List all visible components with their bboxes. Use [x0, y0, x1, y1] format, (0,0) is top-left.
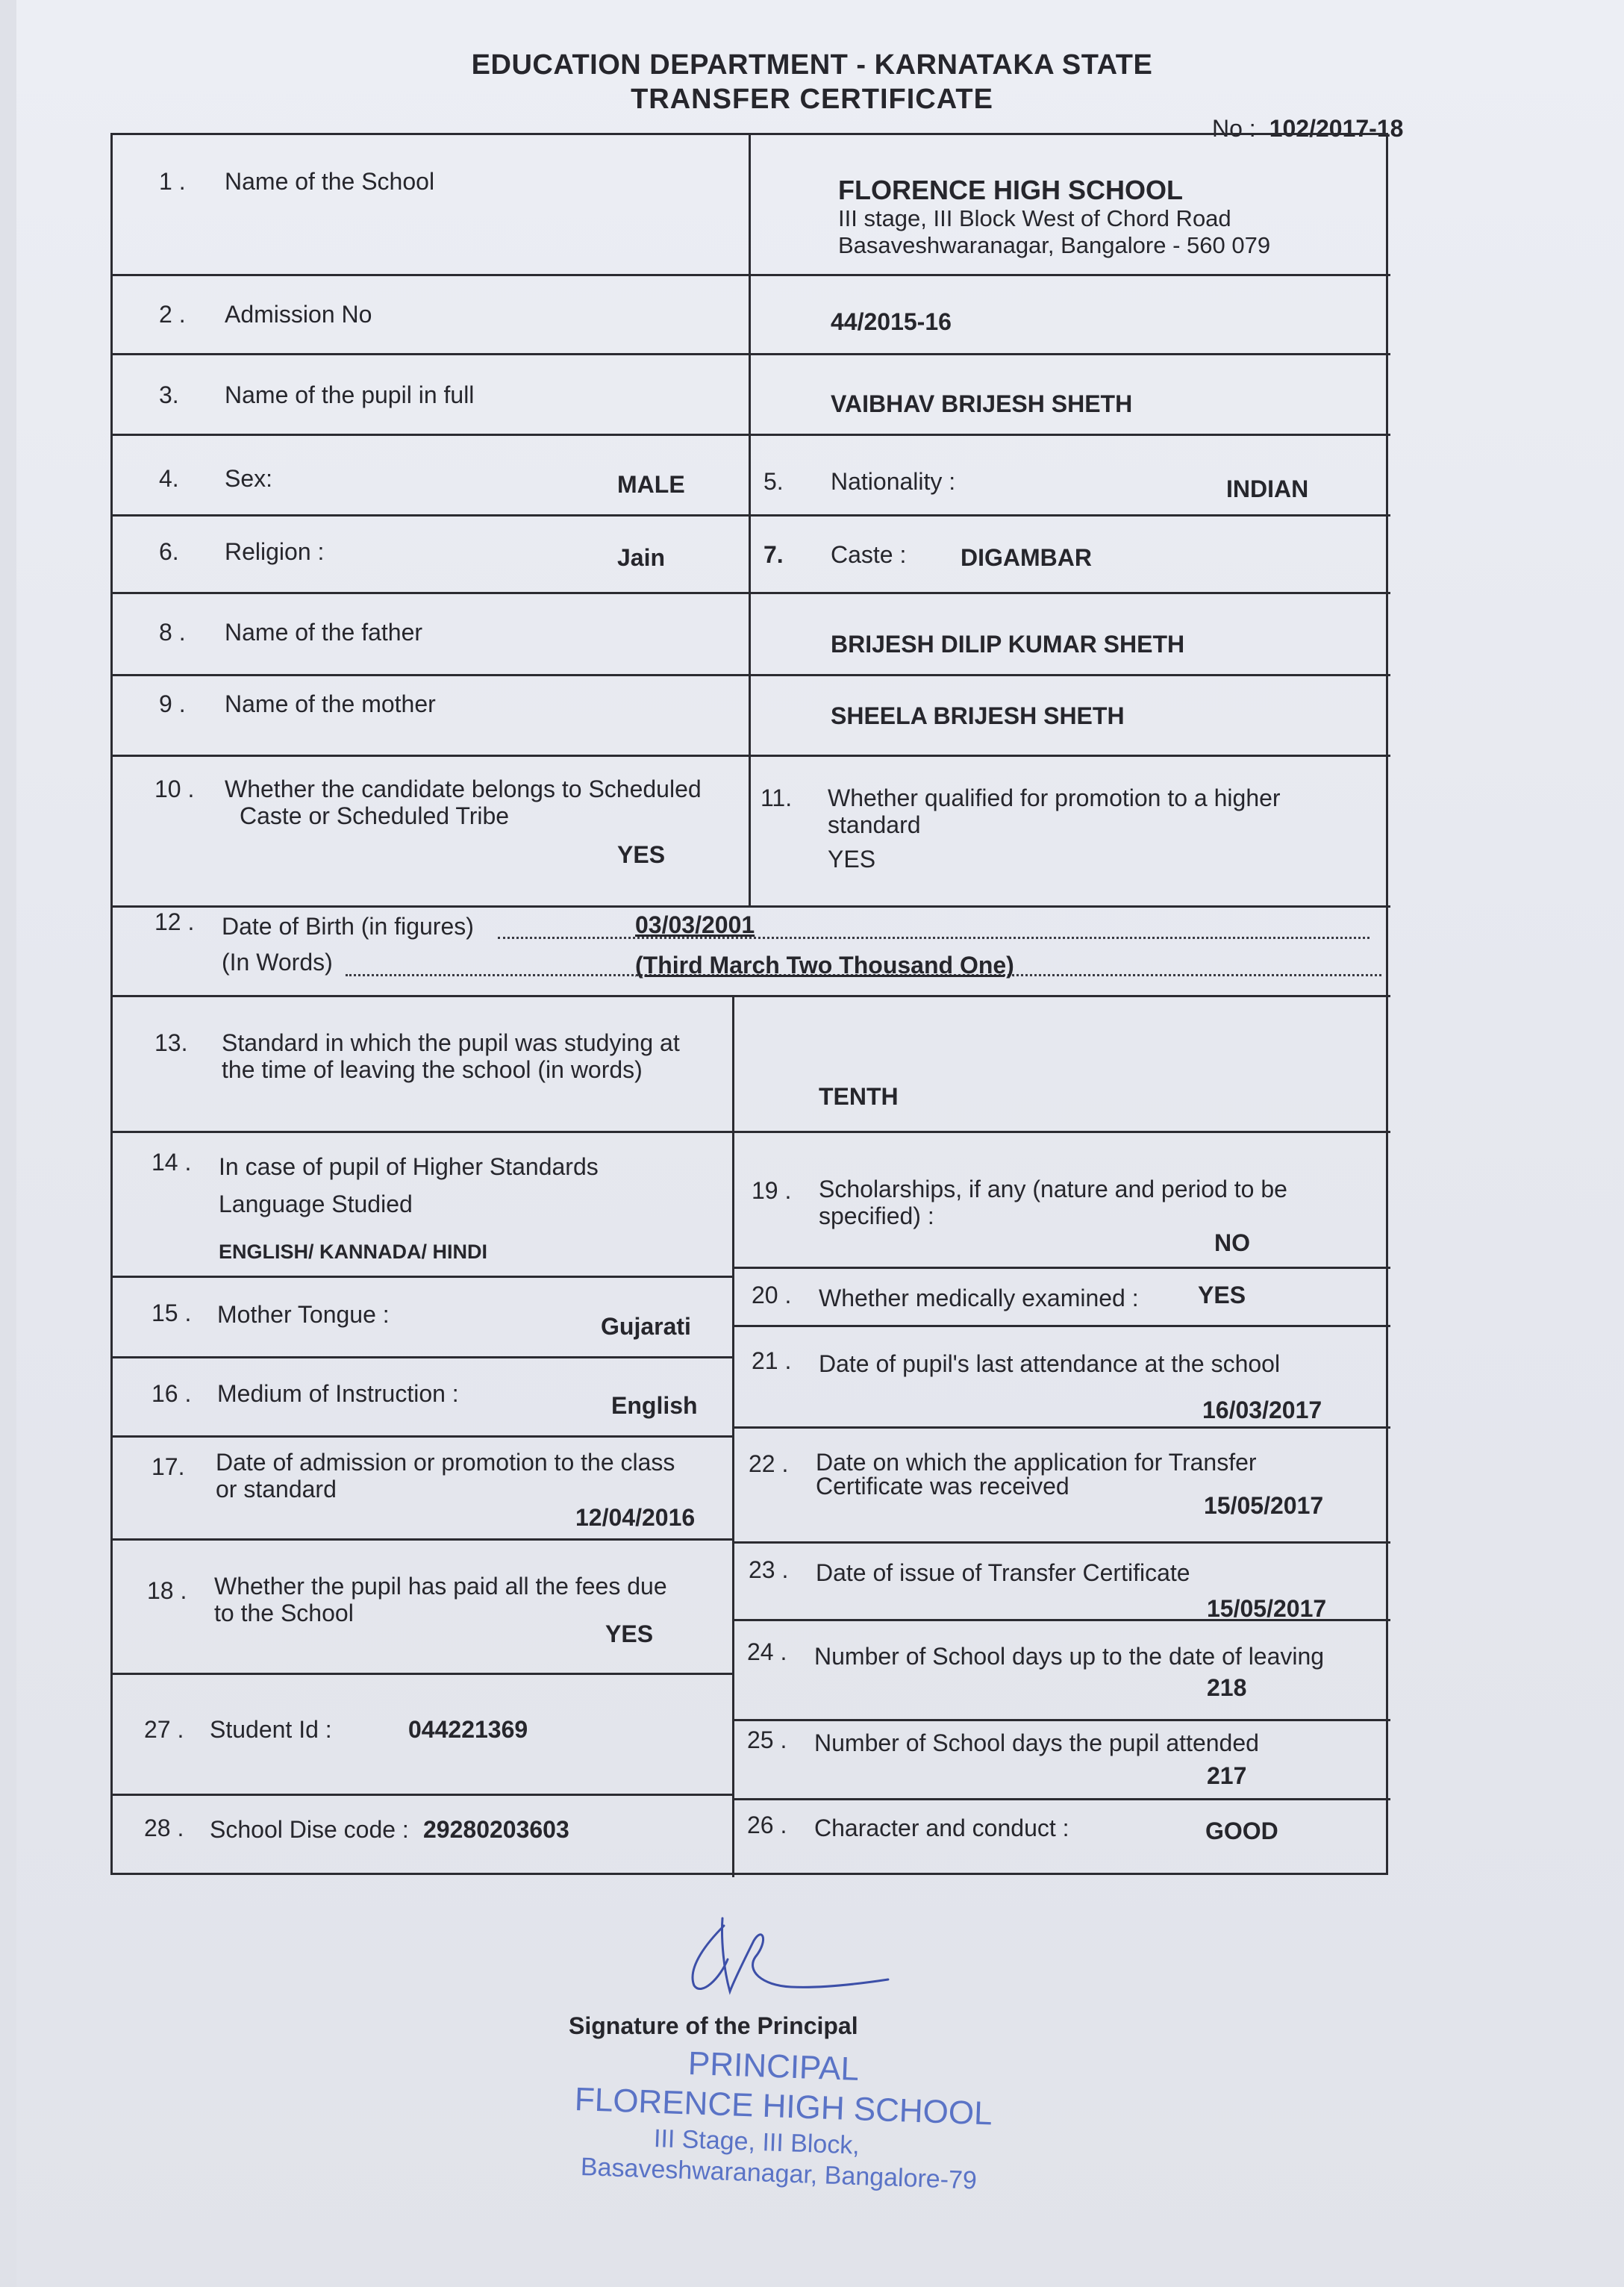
row-divider	[113, 755, 1390, 757]
field-label: Certificate was received	[816, 1473, 1069, 1500]
school-address-line2: Basaveshwaranagar, Bangalore - 560 079	[838, 232, 1271, 258]
left-row-divider	[113, 1435, 732, 1438]
field-label: Date on which the application for Transfer	[816, 1449, 1257, 1476]
dob-words-value: (Third March Two Thousand One)	[635, 952, 1014, 979]
field-label: Caste :	[831, 541, 907, 568]
application-date-value: 15/05/2017	[1204, 1492, 1324, 1519]
left-row-divider	[113, 1276, 732, 1278]
row-divider	[113, 1131, 1390, 1133]
field-number: 26 .	[747, 1812, 787, 1838]
scholarship-value: NO	[1214, 1229, 1250, 1256]
field-number: 21 .	[752, 1347, 792, 1374]
student-id-value: 044221369	[408, 1716, 528, 1743]
left-row-divider	[113, 1538, 732, 1541]
right-row-divider	[732, 1719, 1390, 1721]
row-divider	[113, 995, 1390, 997]
stamp-line: III Stage, III Block,	[653, 2124, 861, 2160]
field-number: 1 .	[159, 168, 186, 195]
field-number: 5.	[763, 468, 784, 495]
field-label: the time of leaving the school (in words)	[222, 1056, 643, 1083]
field-label: to the School	[214, 1600, 354, 1626]
promotion-value: YES	[828, 846, 876, 873]
language-value: ENGLISH/ KANNADA/ HINDI	[219, 1241, 488, 1263]
religion-value: Jain	[617, 544, 666, 571]
nationality-value: INDIAN	[1226, 475, 1309, 502]
certificate-form-table	[110, 133, 1388, 1875]
field-label: Date of issue of Transfer Certificate	[816, 1559, 1190, 1586]
field-label: Whether the candidate belongs to Scheduled	[225, 776, 702, 802]
certificate-number-label: No :	[1212, 115, 1256, 142]
right-row-divider	[732, 1325, 1390, 1327]
field-number: 17.	[152, 1453, 185, 1480]
field-label: Number of School days up to the date of leaving	[814, 1643, 1325, 1670]
field-number: 6.	[159, 538, 179, 565]
dotted-leader	[498, 937, 1370, 939]
days-attended-value: 217	[1207, 1762, 1247, 1789]
right-row-divider	[732, 1541, 1390, 1544]
column-divider-bottom	[732, 995, 734, 1877]
row-divider	[113, 353, 1390, 355]
field-label: Standard in which the pupil was studying at	[222, 1029, 680, 1056]
field-number: 9 .	[159, 690, 186, 717]
field-label: Date of admission or promotion to the class	[216, 1449, 675, 1476]
row-divider	[113, 905, 1390, 908]
field-label: Whether the pupil has paid all the fees due	[214, 1573, 667, 1600]
field-label: Name of the pupil in full	[225, 381, 475, 408]
field-label: In case of pupil of Higher Standards	[219, 1153, 599, 1180]
field-label: Nationality :	[831, 468, 956, 495]
stamp-line: FLORENCE HIGH SCHOOL	[574, 2081, 993, 2132]
field-number: 19 .	[752, 1177, 792, 1204]
field-label: Whether medically examined :	[819, 1285, 1139, 1311]
field-label: or standard	[216, 1476, 337, 1503]
field-label: Admission No	[225, 301, 372, 328]
field-label: Scholarships, if any (nature and period to be	[819, 1176, 1287, 1202]
left-row-divider	[113, 1794, 732, 1796]
certificate-number-value: 102/2017-18	[1269, 115, 1404, 142]
field-number: 27 .	[144, 1716, 184, 1743]
field-label: specified) :	[819, 1202, 934, 1229]
field-label: Religion :	[225, 538, 325, 565]
field-number: 4.	[159, 465, 179, 492]
signature-label: Signature of the Principal	[569, 2012, 858, 2039]
medical-value: YES	[1198, 1282, 1246, 1308]
dob-figures-value: 03/03/2001	[635, 911, 755, 938]
stamp-line: Basaveshwaranagar, Bangalore-79	[580, 2153, 978, 2195]
field-label: Name of the School	[225, 168, 435, 195]
issue-date-value: 15/05/2017	[1207, 1595, 1327, 1622]
principal-signature	[672, 1896, 896, 2008]
field-number: 22 .	[749, 1450, 789, 1477]
field-label: School Dise code :	[210, 1816, 409, 1843]
field-number: 8 .	[159, 619, 186, 646]
row-divider	[113, 514, 1390, 517]
field-number: 23 .	[749, 1556, 789, 1583]
row-divider	[113, 274, 1390, 276]
field-number: 12 .	[154, 908, 195, 935]
right-row-divider	[732, 1798, 1390, 1800]
dise-code-value: 29280203603	[423, 1816, 569, 1843]
fees-value: YES	[605, 1620, 654, 1647]
field-label: standard	[828, 811, 921, 838]
field-number: 16 .	[152, 1380, 192, 1407]
field-number: 13.	[154, 1029, 188, 1056]
field-label: Date of pupil's last attendance at the school	[819, 1350, 1281, 1377]
school-address-line1: III stage, III Block West of Chord Road	[838, 205, 1231, 231]
school-days-value: 218	[1207, 1674, 1247, 1701]
department-title: EDUCATION DEPARTMENT - KARNATAKA STATE	[471, 49, 1153, 81]
field-number: 28 .	[144, 1815, 184, 1841]
field-label: Mother Tongue :	[217, 1301, 390, 1328]
pupil-name-value: VAIBHAV BRIJESH SHETH	[831, 390, 1133, 417]
sex-value: MALE	[617, 471, 685, 498]
medium-value: English	[611, 1392, 698, 1419]
field-number: 20 .	[752, 1282, 792, 1308]
row-divider	[113, 674, 1390, 676]
column-divider-top	[749, 135, 751, 905]
field-label: Caste or Scheduled Tribe	[240, 802, 510, 829]
caste-value: DIGAMBAR	[961, 544, 1092, 571]
field-label: Sex:	[225, 465, 273, 492]
standard-value: TENTH	[819, 1083, 899, 1110]
field-number: 14 .	[152, 1149, 192, 1176]
field-label: Name of the father	[225, 619, 423, 646]
field-label: Whether qualified for promotion to a higher	[828, 784, 1281, 811]
school-name-value: FLORENCE HIGH SCHOOL	[838, 175, 1184, 205]
field-number: 10 .	[154, 776, 195, 802]
field-number: 15 .	[152, 1299, 192, 1326]
field-label: (In Words)	[222, 949, 333, 976]
field-label: Language Studied	[219, 1191, 413, 1217]
row-divider	[113, 592, 1390, 594]
admission-date-value: 12/04/2016	[575, 1504, 696, 1531]
field-label: Date of Birth (in figures)	[222, 913, 474, 940]
left-row-divider	[113, 1673, 732, 1675]
field-number: 25 .	[747, 1726, 787, 1753]
sc-st-value: YES	[617, 841, 666, 868]
field-label: Student Id :	[210, 1716, 332, 1743]
mother-tongue-value: Gujarati	[601, 1313, 691, 1340]
field-number: 7.	[763, 541, 784, 568]
field-number: 2 .	[159, 301, 186, 328]
field-label: Number of School days the pupil attended	[814, 1729, 1259, 1756]
field-number: 3.	[159, 381, 179, 408]
conduct-value: GOOD	[1205, 1818, 1278, 1844]
father-name-value: BRIJESH DILIP KUMAR SHETH	[831, 631, 1185, 658]
mother-name-value: SHEELA BRIJESH SHETH	[831, 702, 1125, 729]
row-divider	[113, 434, 1390, 436]
right-row-divider	[732, 1267, 1390, 1269]
field-label: Character and conduct :	[814, 1815, 1069, 1841]
left-row-divider	[113, 1356, 732, 1358]
field-label: Name of the mother	[225, 690, 436, 717]
admission-no-value: 44/2015-16	[831, 308, 952, 335]
field-label: Medium of Instruction :	[217, 1380, 459, 1407]
right-row-divider	[732, 1426, 1390, 1429]
stamp-line: PRINCIPAL	[687, 2045, 860, 2088]
field-number: 24 .	[747, 1638, 787, 1665]
field-number: 18 .	[147, 1577, 187, 1604]
certificate-title: TRANSFER CERTIFICATE	[631, 84, 993, 115]
field-number: 11.	[761, 784, 793, 811]
last-attendance-value: 16/03/2017	[1202, 1397, 1322, 1423]
